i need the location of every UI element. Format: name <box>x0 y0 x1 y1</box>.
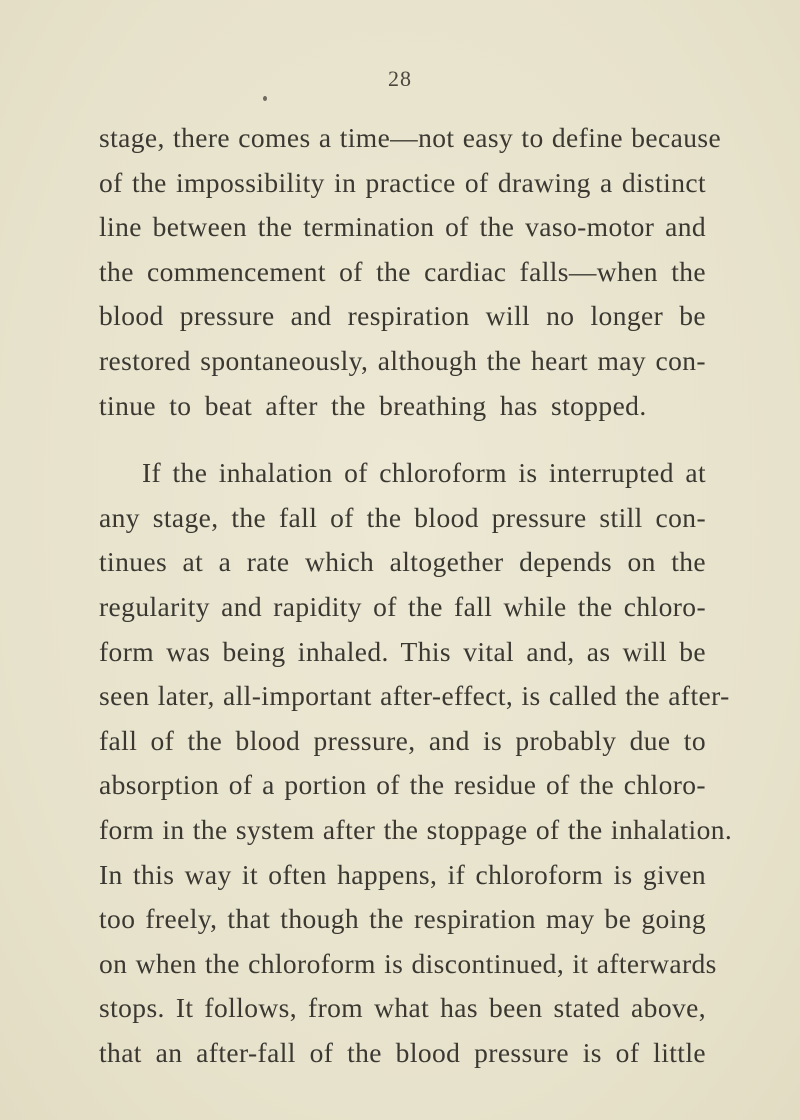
ink-speck <box>263 96 267 101</box>
text-line: seen later, all-important after-effect, is called the after- <box>99 680 730 712</box>
text-line: absorption of a portion of the residue of the chloro- <box>99 769 706 801</box>
paragraph-1 <box>99 116 722 428</box>
text-line: In this way it often happens, if chloroform is given <box>99 858 706 890</box>
text-line: on when the chloroform is discontinued, it afterwards <box>99 947 717 979</box>
text-line: of the impossibility in practice of drawing a distinct <box>99 166 706 198</box>
text-line: tinues at a rate which altogether depends on the <box>99 546 706 578</box>
text-line: stops. It follows, from what has been stated above, <box>99 992 706 1024</box>
page-number: 28 <box>388 66 412 91</box>
text-line: tinue to beat after the breathing has stopped. <box>99 389 647 421</box>
paragraph-2 <box>99 451 733 1075</box>
text-line: form was being inhaled. This vital and, as will be <box>99 635 706 667</box>
text-line: restored spontaneously, although the heart may con- <box>99 344 706 376</box>
body-text <box>99 116 733 1075</box>
text-line: fall of the blood pressure, and is probably due to <box>99 724 706 756</box>
text-line: the commencement of the cardiac falls—when the <box>99 255 706 287</box>
text-line: If the inhalation of chloroform is interrupted at <box>142 457 706 489</box>
paragraph-spacer <box>99 428 706 451</box>
text-line: any stage, the fall of the blood pressure still con- <box>99 501 706 533</box>
text-line: regularity and rapidity of the fall while the chloro- <box>99 590 706 622</box>
text-line: that an after-fall of the blood pressure is of little <box>99 1036 706 1068</box>
text-line: stage, there comes a time—not easy to define because <box>99 122 722 153</box>
text-line: line between the termination of the vaso-motor and <box>99 211 706 243</box>
text-line: blood pressure and respiration will no longer be <box>99 300 706 332</box>
text-line: too freely, that though the respiration may be going <box>99 903 706 935</box>
text-line: form in the system after the stoppage of the inhalation. <box>99 813 733 845</box>
